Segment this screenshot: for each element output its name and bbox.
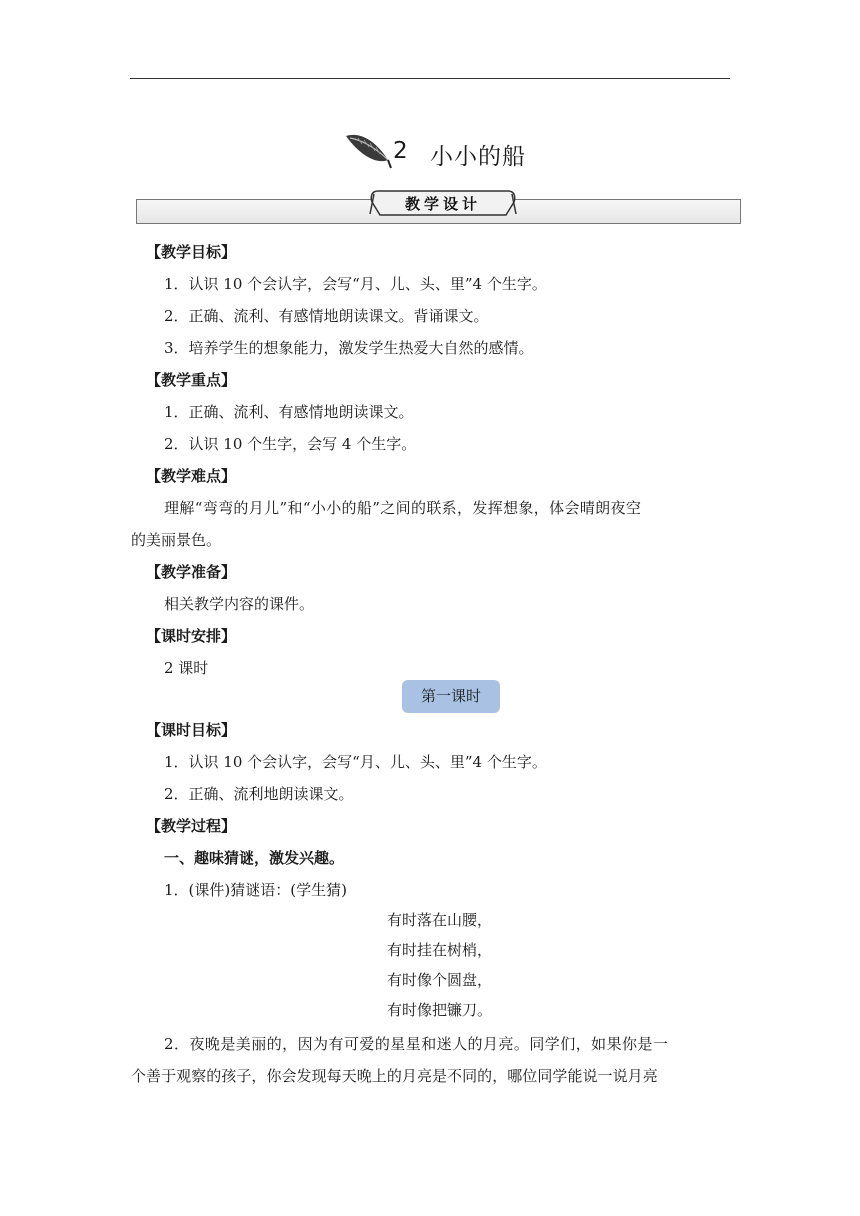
goals-heading: 【教学目标】 (146, 243, 237, 261)
difficulty-text-cont: 的美丽景色。 (131, 531, 222, 549)
riddle-intro: 1．(课件)猜谜语：(学生猜) (164, 881, 347, 899)
step-one-heading: 一、趣味猜谜，激发兴趣。 (164, 849, 345, 867)
goal-item: 1．认识 10 个会认字，会写“月、儿、头、里”4 个生字。 (164, 275, 547, 293)
lesson-number: 2 (393, 138, 408, 164)
difficulty-text: 理解“弯弯的月儿”和“小小的船”之间的联系，发挥想象，体会晴朗夜空 (164, 499, 642, 517)
section-banner (136, 190, 741, 226)
paragraph-two-cont: 个善于观察的孩子，你会发现每天晚上的月亮是不同的，哪位同学能说一说月亮 (131, 1067, 658, 1085)
header-rule (130, 78, 730, 79)
schedule-heading: 【课时安排】 (146, 627, 237, 645)
process-heading: 【教学过程】 (146, 817, 237, 835)
lesson-title (0, 128, 860, 174)
preparation-text: 相关教学内容的课件。 (164, 595, 315, 613)
riddle-line: 有时挂在树梢， (387, 941, 493, 959)
key-point-item: 2．认识 10 个生字，会写 4 个生字。 (164, 435, 417, 453)
period-goals-heading: 【课时目标】 (146, 721, 237, 739)
riddle-line: 有时落在山腰， (387, 911, 493, 929)
paragraph-two: 2．夜晚是美丽的，因为有可爱的星星和迷人的月亮。同学们，如果你是一 (164, 1035, 669, 1053)
preparation-heading: 【教学准备】 (146, 563, 237, 581)
difficulty-heading: 【教学难点】 (146, 467, 237, 485)
banner-label: 教学设计 (404, 195, 481, 213)
riddle-line: 有时像个圆盘， (387, 971, 493, 989)
key-point-item: 1．正确、流利、有感情地朗读课文。 (164, 403, 414, 421)
schedule-text: 2 课时 (164, 659, 209, 677)
key-points-heading: 【教学重点】 (146, 371, 237, 389)
quill-icon (344, 130, 392, 170)
riddle-line: 有时像把镰刀。 (387, 1001, 493, 1019)
lesson-period-badge: 第一课时 (402, 680, 500, 713)
goal-item: 3．培养学生的想象能力，激发学生热爱大自然的感情。 (164, 339, 534, 357)
period-goal-item: 2．正确、流利地朗读课文。 (164, 785, 354, 803)
goal-item: 2．正确、流利、有感情地朗读课文。背诵课文。 (164, 307, 489, 325)
lesson-name: 小小的船 (430, 144, 526, 170)
period-goal-item: 1．认识 10 个会认字，会写“月、儿、头、里”4 个生字。 (164, 753, 547, 771)
